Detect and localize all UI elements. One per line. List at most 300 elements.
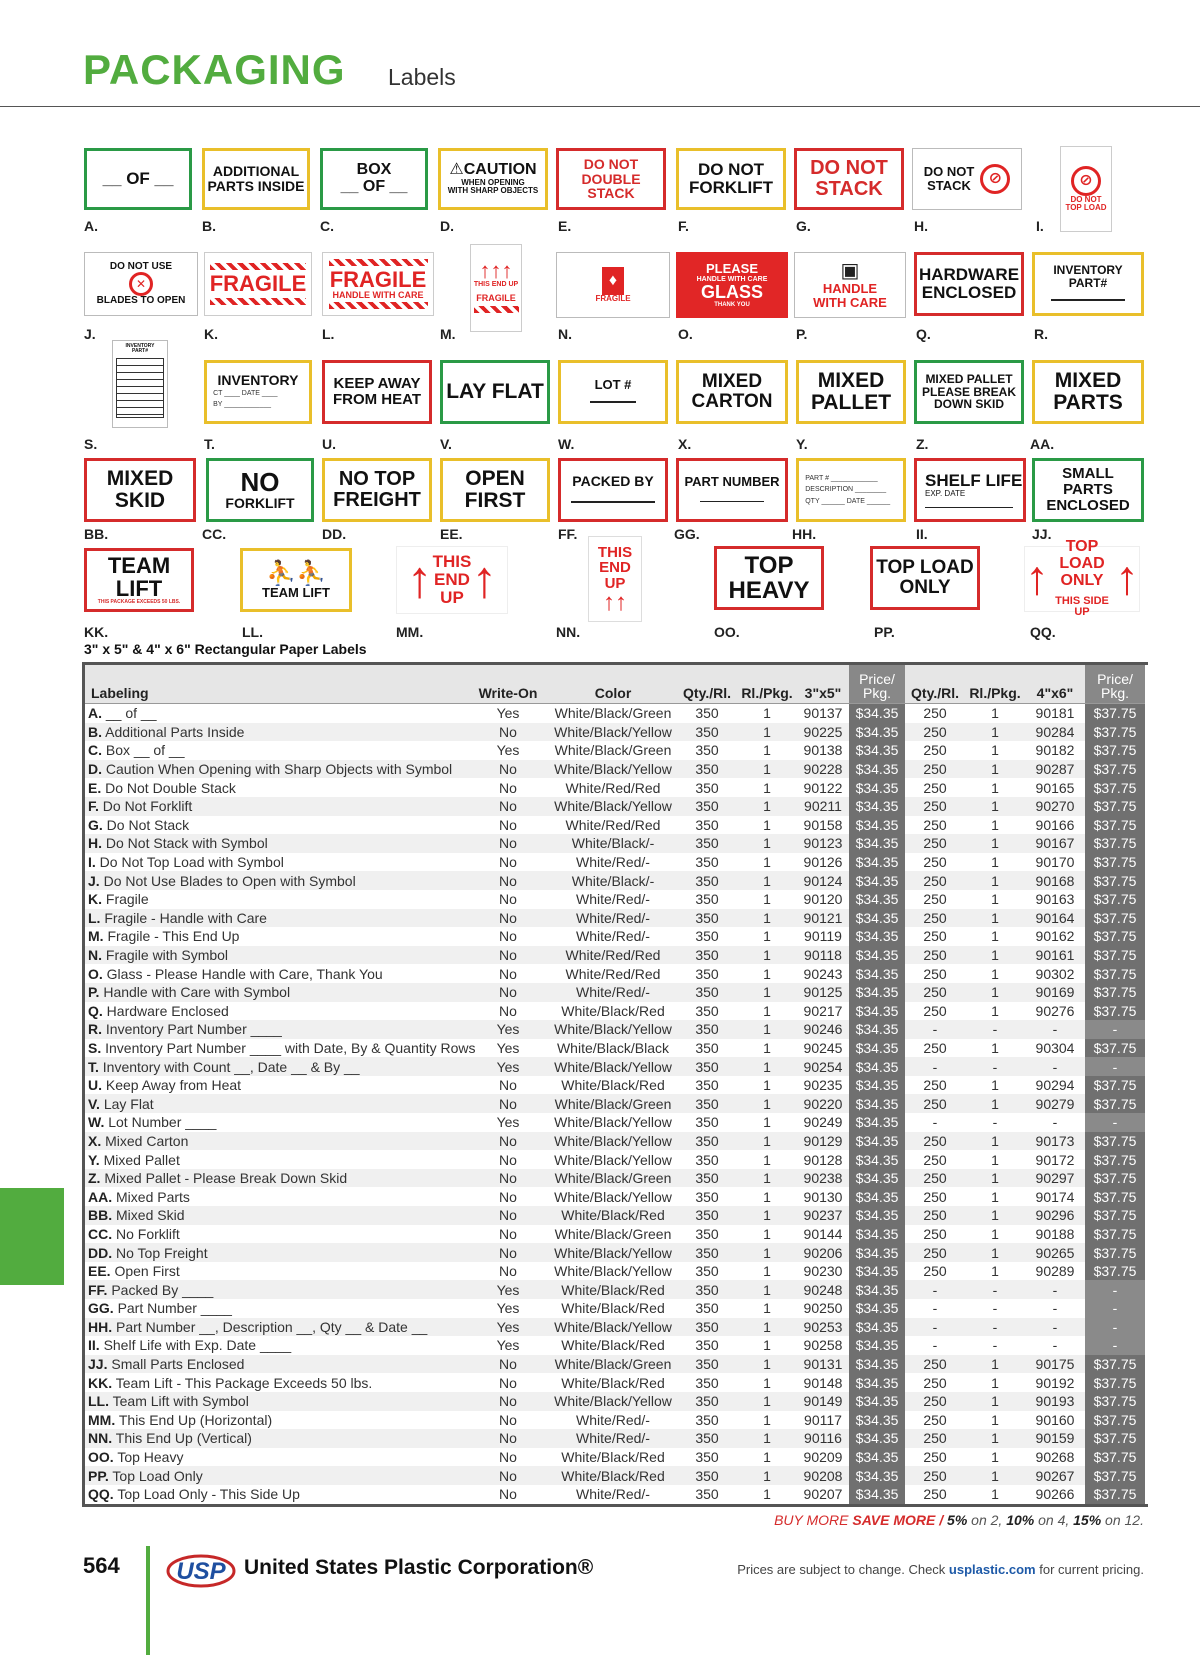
cell-item2: - bbox=[1025, 1280, 1085, 1299]
cell-color: White/Red/Red bbox=[549, 946, 677, 965]
label-letter: J. bbox=[84, 326, 96, 342]
cell-p2: $37.75 bbox=[1085, 909, 1145, 928]
cell-item2: 90294 bbox=[1025, 1076, 1085, 1095]
cell-p2: $37.75 bbox=[1085, 1039, 1145, 1058]
cell-color: White/Black/Yellow bbox=[549, 1020, 677, 1039]
label-code: X. bbox=[88, 1132, 102, 1149]
cell-r2: - bbox=[965, 1336, 1025, 1355]
cell-r2: 1 bbox=[965, 1076, 1025, 1095]
cell-r2: 1 bbox=[965, 797, 1025, 816]
table-row bbox=[85, 1429, 1145, 1448]
cell-item1: 90237 bbox=[797, 1206, 849, 1225]
cell-p2: $37.75 bbox=[1085, 983, 1145, 1002]
cell-item1: 90138 bbox=[797, 741, 849, 760]
cell-p1: $34.35 bbox=[849, 1225, 905, 1244]
label-letter: H. bbox=[914, 218, 928, 234]
cell-r1: 1 bbox=[737, 1039, 797, 1058]
sample-line: INVENTORY bbox=[217, 372, 299, 389]
cell-color: White/Red/- bbox=[549, 1429, 677, 1448]
table-row bbox=[85, 760, 1145, 779]
cell-item2: 90162 bbox=[1025, 927, 1085, 946]
cell-q2: 250 bbox=[905, 1262, 965, 1281]
table-row bbox=[85, 1355, 1145, 1374]
cell-q1: 350 bbox=[677, 946, 737, 965]
cell-p2: $37.75 bbox=[1085, 1169, 1145, 1188]
page-footer bbox=[0, 1530, 1200, 1655]
label-code: PP. bbox=[88, 1467, 109, 1484]
table-row bbox=[85, 927, 1145, 946]
label-letter: V. bbox=[440, 436, 452, 452]
cell-item2: - bbox=[1025, 1020, 1085, 1039]
cell-labeling bbox=[85, 871, 467, 890]
write-line bbox=[571, 501, 654, 503]
cell-item1: 90126 bbox=[797, 853, 849, 872]
label-letter: NN. bbox=[556, 624, 581, 640]
cell-p2: $37.75 bbox=[1085, 1262, 1145, 1281]
no-blade-icon: ✕ bbox=[129, 272, 153, 296]
label-code: Z. bbox=[88, 1170, 101, 1187]
cell-r1: 1 bbox=[737, 1020, 797, 1039]
label-sample-h bbox=[912, 148, 1022, 210]
cell-color: White/Black/Red bbox=[549, 1002, 677, 1021]
cell-write_on: No bbox=[467, 723, 549, 742]
cell-q2: 250 bbox=[905, 1094, 965, 1113]
cell-p2: $37.75 bbox=[1085, 946, 1145, 965]
cell-q1: 350 bbox=[677, 1336, 737, 1355]
cell-item1: 90211 bbox=[797, 797, 849, 816]
label-name: Top Heavy bbox=[117, 1449, 184, 1466]
label-code: AA. bbox=[88, 1188, 113, 1205]
cell-labeling bbox=[85, 1187, 467, 1206]
cell-item2: 90164 bbox=[1025, 909, 1085, 928]
cell-q2: 250 bbox=[905, 1076, 965, 1095]
label-letter: LL. bbox=[242, 624, 263, 640]
cell-r2: 1 bbox=[965, 1243, 1025, 1262]
cell-q1: 350 bbox=[677, 1187, 737, 1206]
cell-item2: 90161 bbox=[1025, 946, 1085, 965]
label-letter: MM. bbox=[396, 624, 424, 640]
cell-item1: 90253 bbox=[797, 1318, 849, 1337]
cell-q2: 250 bbox=[905, 1187, 965, 1206]
label-sample-ll bbox=[240, 548, 352, 612]
cell-color: White/Black/Green bbox=[549, 1355, 677, 1374]
label-name: No Top Freight bbox=[116, 1244, 208, 1261]
cell-color: White/Black/Red bbox=[549, 1373, 677, 1392]
disclaimer-text: for current pricing. bbox=[1035, 1562, 1144, 1577]
label-letter: OO. bbox=[714, 624, 740, 640]
cell-color: White/Black/Green bbox=[549, 741, 677, 760]
cell-item1: 90116 bbox=[797, 1429, 849, 1448]
sample-line: THIS SIDE UP bbox=[1055, 594, 1109, 619]
label-letter: M. bbox=[440, 326, 456, 342]
cell-r2: 1 bbox=[965, 1225, 1025, 1244]
cell-color: White/Black/Yellow bbox=[549, 1318, 677, 1337]
cell-item1: 90117 bbox=[797, 1411, 849, 1430]
cell-color: White/Black/Green bbox=[549, 1094, 677, 1113]
team-lift-icon: ⛹⛹ bbox=[266, 559, 326, 587]
sample-line: NO bbox=[240, 467, 280, 497]
cell-color: White/Black/Yellow bbox=[549, 797, 677, 816]
table-body bbox=[85, 704, 1145, 1504]
cell-p1: $34.35 bbox=[849, 1076, 905, 1095]
cell-q2: 250 bbox=[905, 1150, 965, 1169]
cell-p1: $34.35 bbox=[849, 834, 905, 853]
cell-q2: 250 bbox=[905, 1429, 965, 1448]
cell-r2: 1 bbox=[965, 1206, 1025, 1225]
table-row bbox=[85, 723, 1145, 742]
cell-r1: 1 bbox=[737, 871, 797, 890]
label-name: __ of __ bbox=[105, 705, 157, 722]
cell-item2: 90287 bbox=[1025, 760, 1085, 779]
cell-labeling bbox=[85, 778, 467, 797]
table-row bbox=[85, 1448, 1145, 1467]
label-code: Y. bbox=[88, 1151, 100, 1168]
table-row bbox=[85, 1187, 1145, 1206]
cell-r1: 1 bbox=[737, 946, 797, 965]
cell-q1: 350 bbox=[677, 1057, 737, 1076]
cell-item1: 90246 bbox=[797, 1020, 849, 1039]
sample-line: PARTS bbox=[1063, 481, 1113, 499]
cell-r1: 1 bbox=[737, 1113, 797, 1132]
cell-p2: $37.75 bbox=[1085, 1132, 1145, 1151]
cell-p1: $34.35 bbox=[849, 1355, 905, 1374]
cell-labeling bbox=[85, 890, 467, 909]
sample-line: UP bbox=[604, 575, 626, 593]
cell-r2: 1 bbox=[965, 1002, 1025, 1021]
cell-write_on: No bbox=[467, 1466, 549, 1485]
cell-item1: 90225 bbox=[797, 723, 849, 742]
label-name: Top Load Only - This Side Up bbox=[117, 1486, 300, 1503]
cell-q2: 250 bbox=[905, 1466, 965, 1485]
label-letter: I. bbox=[1036, 218, 1044, 234]
cell-item1: 90144 bbox=[797, 1225, 849, 1244]
label-sample-v bbox=[440, 360, 550, 424]
cell-r2: 1 bbox=[965, 816, 1025, 835]
cell-color: White/Red/- bbox=[549, 909, 677, 928]
label-name: Do Not Top Load with Symbol bbox=[99, 854, 284, 871]
cell-r1: 1 bbox=[737, 909, 797, 928]
label-code: U. bbox=[88, 1077, 102, 1094]
label-sample-i bbox=[1060, 146, 1112, 232]
cell-item2: 90279 bbox=[1025, 1094, 1085, 1113]
cell-item2: 90181 bbox=[1025, 704, 1085, 723]
cell-q1: 350 bbox=[677, 964, 737, 983]
cell-item2: 90267 bbox=[1025, 1466, 1085, 1485]
up-arrow-icon: ↑ bbox=[1025, 552, 1049, 606]
cell-item1: 90125 bbox=[797, 983, 849, 1002]
cell-item2: 90174 bbox=[1025, 1187, 1085, 1206]
cell-item2: 90165 bbox=[1025, 778, 1085, 797]
label-name: Packed By ____ bbox=[111, 1281, 214, 1298]
cell-r1: 1 bbox=[737, 741, 797, 760]
cell-p2: $37.75 bbox=[1085, 890, 1145, 909]
cell-labeling bbox=[85, 1429, 467, 1448]
cell-q2: - bbox=[905, 1318, 965, 1337]
cell-q1: 350 bbox=[677, 1020, 737, 1039]
inventory-grid bbox=[116, 358, 164, 418]
cell-write_on: No bbox=[467, 1262, 549, 1281]
label-code: M. bbox=[88, 928, 104, 945]
cell-write_on: Yes bbox=[467, 1318, 549, 1337]
table-row bbox=[85, 1132, 1145, 1151]
table-row bbox=[85, 909, 1145, 928]
label-sample-e bbox=[556, 148, 666, 210]
cell-r1: 1 bbox=[737, 1429, 797, 1448]
cell-write_on: No bbox=[467, 1225, 549, 1244]
cell-p1: $34.35 bbox=[849, 723, 905, 742]
cell-p2: $37.75 bbox=[1085, 1373, 1145, 1392]
table-row bbox=[85, 1094, 1145, 1113]
cell-q1: 350 bbox=[677, 704, 737, 723]
cell-p2: $37.75 bbox=[1085, 853, 1145, 872]
sample-line: DOUBLE bbox=[581, 170, 641, 187]
cell-color: White/Black/Yellow bbox=[549, 1262, 677, 1281]
cell-q2: 250 bbox=[905, 964, 965, 983]
cell-p1: $34.35 bbox=[849, 1411, 905, 1430]
cell-item2: 90170 bbox=[1025, 853, 1085, 872]
label-sample-l bbox=[322, 252, 434, 316]
write-line bbox=[925, 507, 1013, 508]
label-sample-a bbox=[84, 148, 192, 210]
cell-q2: 250 bbox=[905, 983, 965, 1002]
cell-item2: 90173 bbox=[1025, 1132, 1085, 1151]
cell-q1: 350 bbox=[677, 983, 737, 1002]
cell-r2: 1 bbox=[965, 1429, 1025, 1448]
cell-write_on: No bbox=[467, 1132, 549, 1151]
cell-r1: 1 bbox=[737, 1187, 797, 1206]
cell-r2: - bbox=[965, 1113, 1025, 1132]
up-arrows-icon: ↑↑ bbox=[603, 588, 627, 616]
cell-write_on: No bbox=[467, 797, 549, 816]
col-labeling: Labeling bbox=[85, 665, 467, 704]
section-side-tab bbox=[0, 1188, 64, 1285]
cell-write_on: No bbox=[467, 1076, 549, 1095]
warning-icon: ⚠CAUTION bbox=[449, 161, 537, 179]
cell-r1: 1 bbox=[737, 1485, 797, 1504]
label-sample-ff bbox=[558, 458, 668, 522]
cell-write_on: No bbox=[467, 1094, 549, 1113]
label-sample-q bbox=[914, 252, 1024, 316]
label-code: I. bbox=[88, 854, 96, 871]
cell-p2: - bbox=[1085, 1020, 1145, 1039]
cell-item2: 90172 bbox=[1025, 1150, 1085, 1169]
label-code: V. bbox=[88, 1095, 100, 1112]
label-sample-w bbox=[558, 360, 668, 424]
cell-labeling bbox=[85, 1355, 467, 1374]
label-name: Mixed Pallet - Please Break Down Skid bbox=[104, 1170, 348, 1187]
cell-labeling bbox=[85, 704, 467, 723]
glass-icon: ♦ bbox=[602, 267, 624, 295]
cell-r2: - bbox=[965, 1318, 1025, 1337]
label-name: Top Load Only bbox=[112, 1467, 203, 1484]
label-letter: BB. bbox=[84, 526, 109, 542]
cell-write_on: Yes bbox=[467, 704, 549, 723]
table-row bbox=[85, 741, 1145, 760]
sample-line: WITH CARE bbox=[813, 294, 887, 310]
cell-q1: 350 bbox=[677, 1318, 737, 1337]
sample-text: __ OF __ bbox=[102, 169, 174, 189]
cell-r2: 1 bbox=[965, 1448, 1025, 1467]
cell-labeling bbox=[85, 1466, 467, 1485]
cell-r2: - bbox=[965, 1280, 1025, 1299]
cell-q2: - bbox=[905, 1299, 965, 1318]
cell-q2: 250 bbox=[905, 927, 965, 946]
cell-color: White/Black/Red bbox=[549, 1448, 677, 1467]
cell-labeling bbox=[85, 1132, 467, 1151]
cell-write_on: No bbox=[467, 778, 549, 797]
label-sample-j bbox=[84, 252, 198, 316]
sample-line: THIS PACKAGE EXCEEDS 50 LBS. bbox=[97, 599, 181, 606]
label-sample-s bbox=[112, 340, 168, 428]
cell-r2: 1 bbox=[965, 741, 1025, 760]
cell-q1: 350 bbox=[677, 1243, 737, 1262]
sample-line: MIXED bbox=[701, 371, 763, 393]
cell-item2: 90168 bbox=[1025, 871, 1085, 890]
cell-r2: 1 bbox=[965, 834, 1025, 853]
logo-text: USP bbox=[176, 1558, 226, 1585]
sample-line: MIXED bbox=[106, 466, 174, 490]
cell-r1: 1 bbox=[737, 1373, 797, 1392]
table-row bbox=[85, 1243, 1145, 1262]
cell-q1: 350 bbox=[677, 1039, 737, 1058]
label-letter: CC. bbox=[202, 526, 227, 542]
cell-write_on: No bbox=[467, 909, 549, 928]
cell-p1: $34.35 bbox=[849, 890, 905, 909]
cell-r1: 1 bbox=[737, 1150, 797, 1169]
cell-p1: $34.35 bbox=[849, 1113, 905, 1132]
sample-line: HARDWARE bbox=[918, 265, 1020, 285]
cell-write_on: No bbox=[467, 1206, 549, 1225]
table-row bbox=[85, 1002, 1145, 1021]
cell-q2: 250 bbox=[905, 1132, 965, 1151]
sample-line: DO NOT bbox=[697, 160, 765, 180]
label-name: Fragile - This End Up bbox=[107, 928, 240, 945]
cell-p2: $37.75 bbox=[1085, 1225, 1145, 1244]
table-row bbox=[85, 1485, 1145, 1504]
cell-p1: $34.35 bbox=[849, 1429, 905, 1448]
sample-line: HANDLE WITH CARE bbox=[332, 289, 424, 300]
cell-item1: 90235 bbox=[797, 1076, 849, 1095]
cell-labeling bbox=[85, 797, 467, 816]
cell-item1: 90238 bbox=[797, 1169, 849, 1188]
sample-line: MIXED PALLET bbox=[925, 372, 1013, 387]
cell-write_on: Yes bbox=[467, 1039, 549, 1058]
sample-line: DO NOT bbox=[583, 155, 639, 172]
cell-r1: 1 bbox=[737, 760, 797, 779]
label-name: Part Number __, Description __, Qty __ & Date __ bbox=[116, 1318, 428, 1335]
sample-line: HANDLE WITH CARE bbox=[696, 275, 768, 283]
cell-r2: 1 bbox=[965, 760, 1025, 779]
label-name: Additional Parts Inside bbox=[105, 723, 245, 740]
sample-line: TOP LOAD bbox=[876, 557, 974, 579]
cell-labeling bbox=[85, 816, 467, 835]
cell-r1: 1 bbox=[737, 853, 797, 872]
sample-line: NO TOP bbox=[338, 468, 416, 490]
cell-p2: $37.75 bbox=[1085, 1355, 1145, 1374]
cell-color: White/Black/Red bbox=[549, 1076, 677, 1095]
cell-r2: 1 bbox=[965, 890, 1025, 909]
cell-r1: 1 bbox=[737, 1392, 797, 1411]
label-letter: G. bbox=[796, 218, 811, 234]
cell-p2: - bbox=[1085, 1280, 1145, 1299]
cell-color: White/Black/Yellow bbox=[549, 1150, 677, 1169]
cell-labeling bbox=[85, 927, 467, 946]
sample-line: HEAVY bbox=[728, 577, 810, 604]
sample-line: DO NOT bbox=[810, 157, 888, 179]
cell-labeling bbox=[85, 1411, 467, 1430]
cell-r1: 1 bbox=[737, 1355, 797, 1374]
cell-labeling bbox=[85, 1448, 467, 1467]
cell-labeling bbox=[85, 1002, 467, 1021]
sample-line: BOX bbox=[356, 161, 392, 179]
label-letter: KK. bbox=[84, 624, 109, 640]
cell-r1: 1 bbox=[737, 1169, 797, 1188]
label-letter: R. bbox=[1034, 326, 1048, 342]
cell-r2: 1 bbox=[965, 1094, 1025, 1113]
cell-q1: 350 bbox=[677, 723, 737, 742]
cell-r2: - bbox=[965, 1057, 1025, 1076]
label-name: Inventory Part Number ____ with Date, By & Quantity Rows bbox=[105, 1039, 476, 1056]
cell-q2: 250 bbox=[905, 741, 965, 760]
write-line bbox=[1051, 299, 1125, 301]
cell-p1: $34.35 bbox=[849, 797, 905, 816]
label-letter: GG. bbox=[674, 526, 700, 542]
cell-write_on: No bbox=[467, 927, 549, 946]
cell-r1: 1 bbox=[737, 834, 797, 853]
cell-item2: 90276 bbox=[1025, 1002, 1085, 1021]
sample-line: ENCLOSED bbox=[921, 283, 1017, 302]
cell-color: White/Red/- bbox=[549, 1411, 677, 1430]
usp-logo-icon bbox=[166, 1552, 236, 1590]
cell-r1: 1 bbox=[737, 1411, 797, 1430]
label-letter: C. bbox=[320, 218, 334, 234]
cell-item1: 90206 bbox=[797, 1243, 849, 1262]
cell-p1: $34.35 bbox=[849, 1132, 905, 1151]
cell-r2: 1 bbox=[965, 778, 1025, 797]
sample-line: THANK YOU bbox=[714, 301, 750, 308]
cell-r2: 1 bbox=[965, 723, 1025, 742]
cell-r1: 1 bbox=[737, 1299, 797, 1318]
label-sample-p bbox=[794, 252, 906, 318]
cell-q1: 350 bbox=[677, 1169, 737, 1188]
cell-q1: 350 bbox=[677, 1429, 737, 1448]
cell-q1: 350 bbox=[677, 1373, 737, 1392]
website-link[interactable]: usplastic.com bbox=[948, 1562, 1036, 1577]
cell-item1: 90248 bbox=[797, 1280, 849, 1299]
sample-line: KEEP AWAY bbox=[333, 375, 421, 393]
cell-q2: 250 bbox=[905, 946, 965, 965]
cell-item1: 90137 bbox=[797, 704, 849, 723]
promo-pct: 5% bbox=[947, 1512, 968, 1528]
sample-line: PLEASE BREAK bbox=[921, 384, 1016, 399]
col-rl-pkg-2: Rl./Pkg. bbox=[965, 665, 1025, 704]
cell-write_on: No bbox=[467, 1243, 549, 1262]
sample-line: FORKLIFT bbox=[225, 495, 295, 512]
cell-q1: 350 bbox=[677, 760, 737, 779]
cell-r2: 1 bbox=[965, 1392, 1025, 1411]
cell-write_on: No bbox=[467, 1169, 549, 1188]
col-qty-rl-1: Qty./Rl. bbox=[677, 665, 737, 704]
cell-write_on: No bbox=[467, 983, 549, 1002]
cell-q1: 350 bbox=[677, 1206, 737, 1225]
cell-p2: $37.75 bbox=[1085, 1429, 1145, 1448]
cell-p1: $34.35 bbox=[849, 1392, 905, 1411]
cell-p2: $37.75 bbox=[1085, 1411, 1145, 1430]
cell-p2: $37.75 bbox=[1085, 927, 1145, 946]
label-letter: N. bbox=[558, 326, 572, 342]
cell-r1: 1 bbox=[737, 778, 797, 797]
cell-write_on: Yes bbox=[467, 1299, 549, 1318]
